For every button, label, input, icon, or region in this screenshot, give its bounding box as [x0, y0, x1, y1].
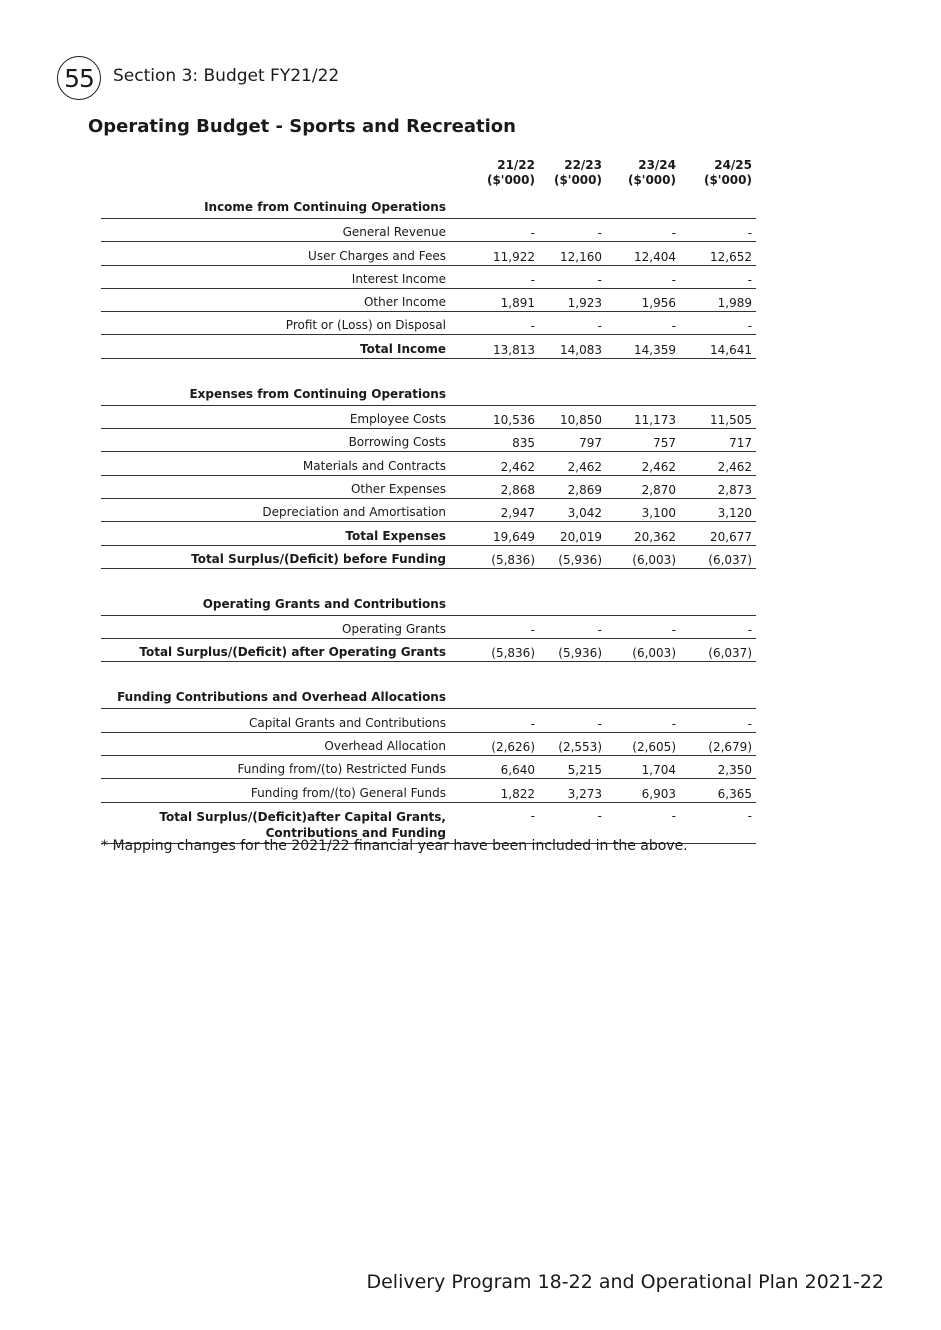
page-number-badge	[57, 56, 101, 100]
section-header-operating-grants: Operating Grants and Contributions	[101, 590, 756, 616]
table-row: Capital Grants and Contributions - - - -	[101, 709, 756, 732]
table-row: Funding from/(to) Restricted Funds 6,640 5,215 1,704 2,350	[101, 756, 756, 779]
table-row: Other Expenses 2,868 2,869 2,870 2,873	[101, 475, 756, 498]
section-header-income: Income from Continuing Operations	[101, 193, 756, 219]
page-number: 55	[64, 63, 94, 93]
total-row-surplus-after-operating-grants: Total Surplus/(Deficit) after Operating Grants (5,836) (5,936) (6,003) (6,037)	[101, 639, 756, 662]
operating-budget-table	[101, 156, 756, 844]
table-row: Profit or (Loss) on Disposal - - - -	[101, 312, 756, 335]
total-row-surplus-after-capital-grants: Total Surplus/(Deficit)after Capital Grants, Contributions and Funding - - - -	[101, 802, 756, 843]
total-row-expenses: Total Expenses 19,649 20,019 20,362 20,677	[101, 522, 756, 545]
footnote: * Mapping changes for the 2021/22 financial year have been included in the above.	[101, 838, 688, 854]
spacer-row	[101, 568, 756, 590]
section-header-funding: Funding Contributions and Overhead Allocations	[101, 683, 756, 709]
table-row: Employee Costs 10,536 10,850 11,173 11,505	[101, 405, 756, 428]
column-header-2324: 23/24 ($'000)	[627, 158, 676, 187]
page-title: Operating Budget - Sports and Recreation	[88, 116, 516, 137]
spacer-row	[101, 358, 756, 380]
column-header-label	[101, 156, 453, 193]
column-header-2122: 21/22 ($'000)	[486, 158, 535, 187]
section-header-expenses: Expenses from Continuing Operations	[101, 380, 756, 406]
table-row: General Revenue - - - -	[101, 219, 756, 242]
table-row: Operating Grants - - - -	[101, 615, 756, 638]
page-footer: Delivery Program 18-22 and Operational Plan 2021-22	[366, 1271, 884, 1293]
table-row: Funding from/(to) General Funds 1,822 3,273 6,903 6,365	[101, 779, 756, 802]
section-title: Section 3: Budget FY21/22	[113, 66, 340, 86]
table-row: Other Income 1,891 1,923 1,956 1,989	[101, 288, 756, 311]
table-row: Depreciation and Amortisation 2,947 3,042 3,100 3,120	[101, 498, 756, 521]
spacer-row	[101, 662, 756, 684]
column-header-2223: 22/23 ($'000)	[553, 158, 602, 187]
total-row-surplus-before-funding: Total Surplus/(Deficit) before Funding (5,836) (5,936) (6,003) (6,037)	[101, 545, 756, 568]
table-row: Overhead Allocation (2,626) (2,553) (2,605) (2,679)	[101, 732, 756, 755]
table-header-row	[101, 156, 756, 193]
table-row: Materials and Contracts 2,462 2,462 2,462 2,462	[101, 452, 756, 475]
table-row: User Charges and Fees 11,922 12,160 12,404 12,652	[101, 242, 756, 265]
table-row: Borrowing Costs 835 797 757 717	[101, 429, 756, 452]
total-row-income: Total Income 13,813 14,083 14,359 14,641	[101, 335, 756, 358]
table-row: Interest Income - - - -	[101, 265, 756, 288]
column-header-2425: 24/25 ($'000)	[703, 158, 752, 187]
